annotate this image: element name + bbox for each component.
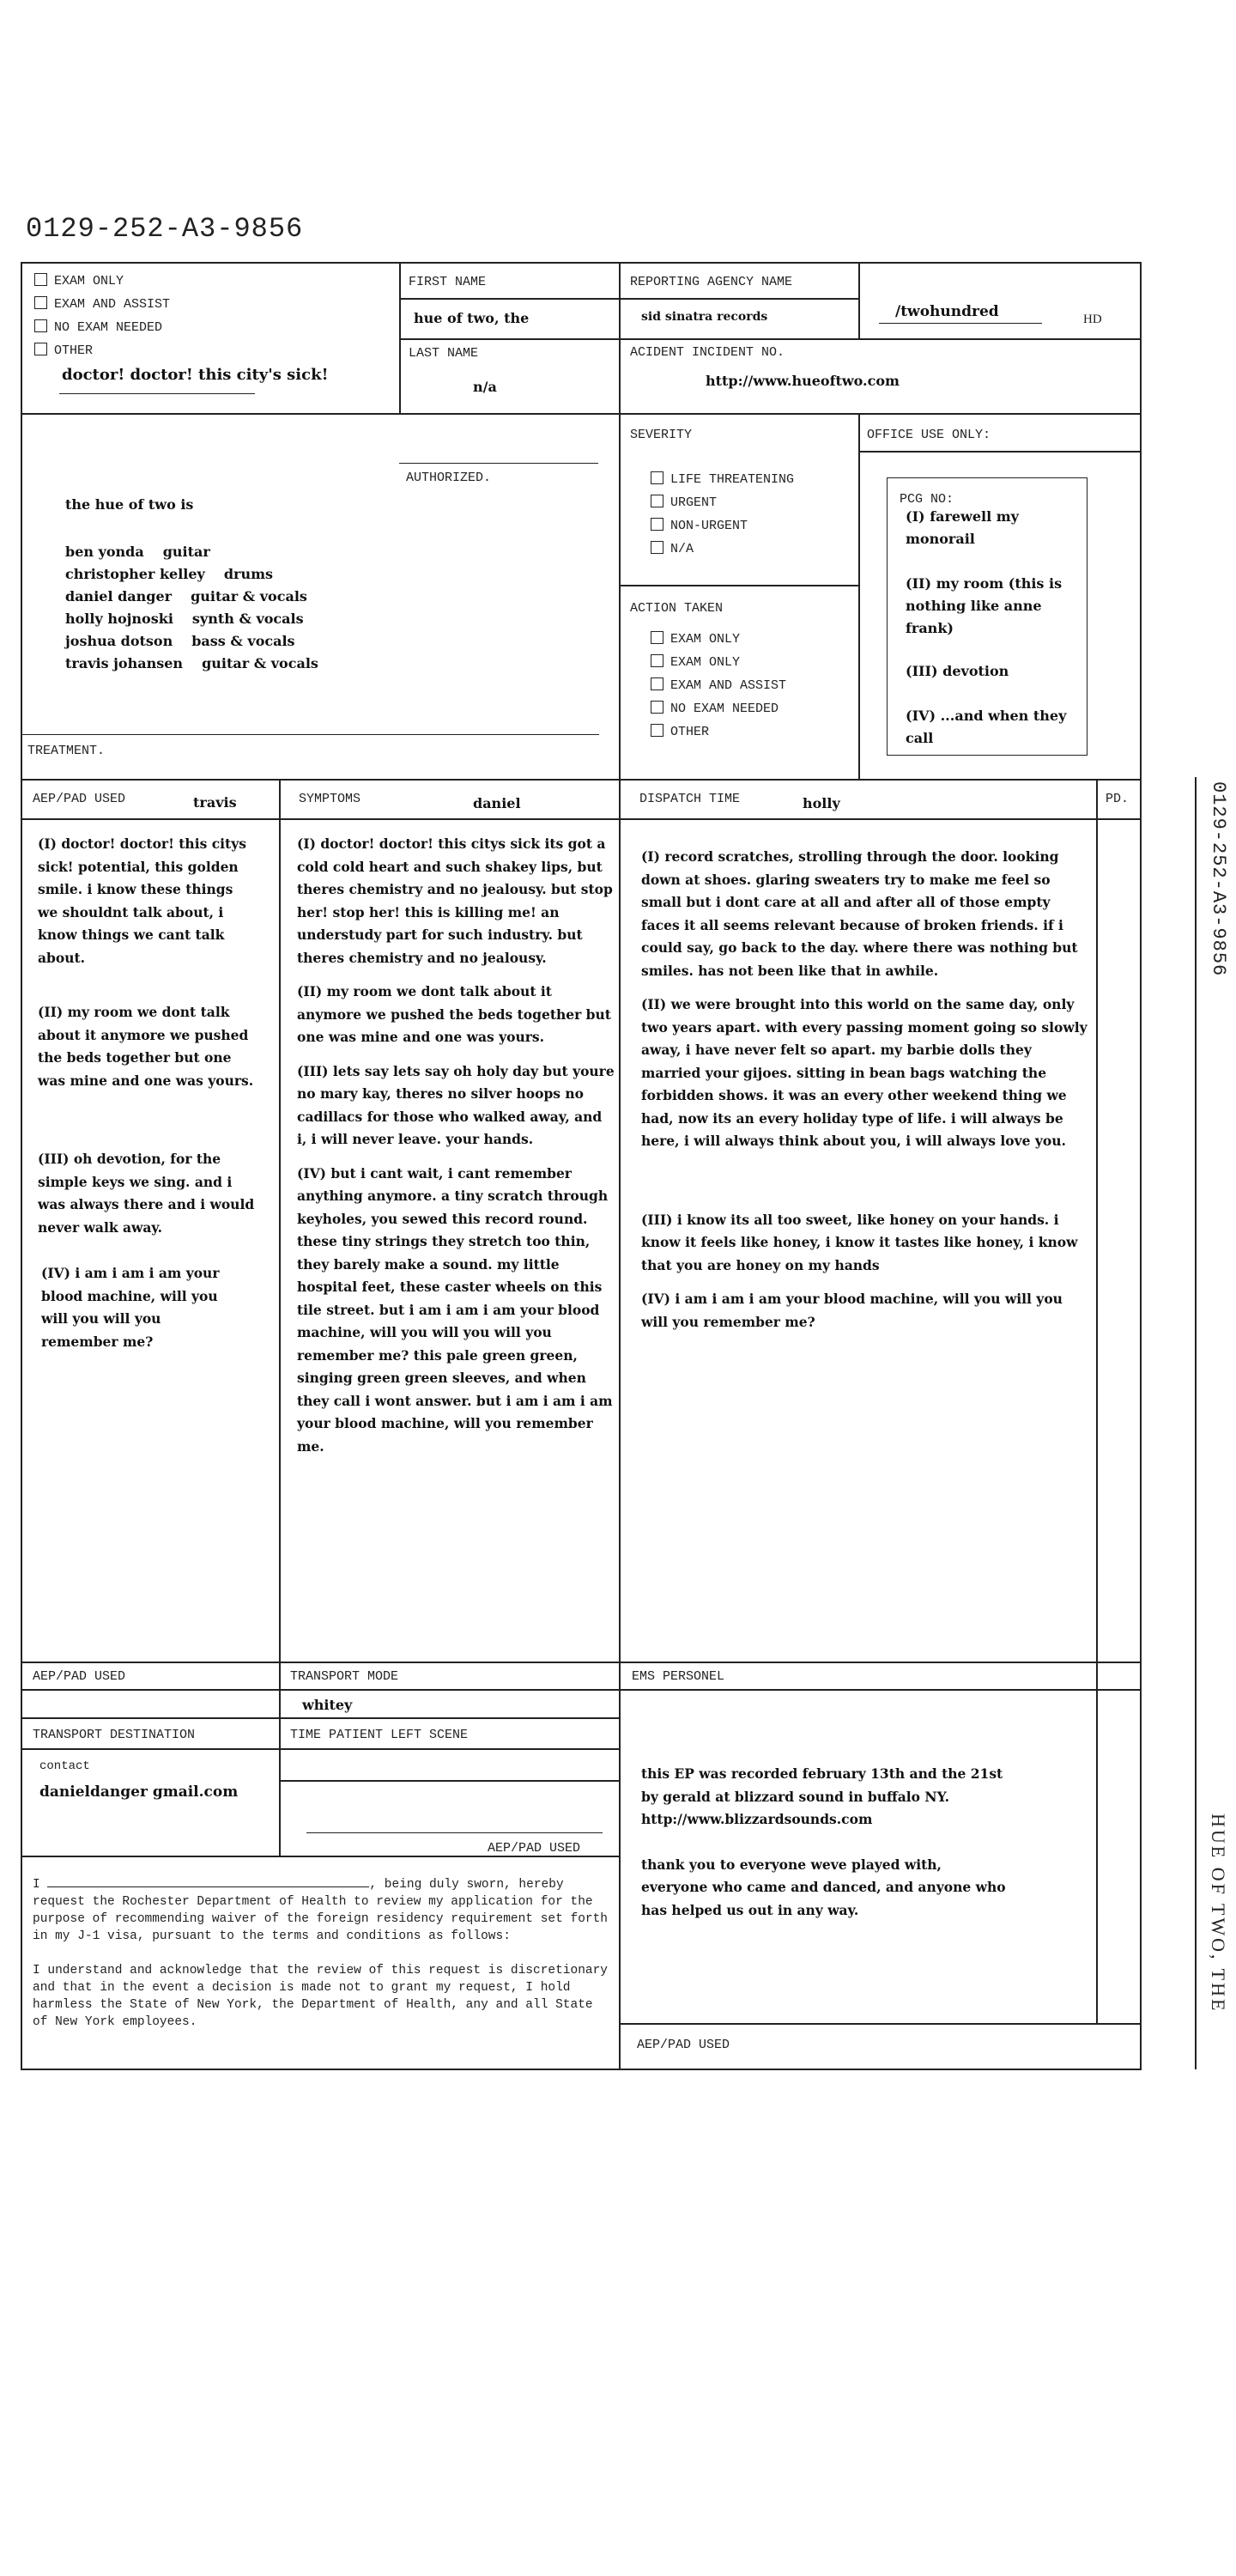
severity-option-label: LIFE THREATENING bbox=[670, 472, 795, 487]
member-role: guitar & vocals bbox=[191, 588, 307, 605]
legal-text bbox=[33, 1874, 608, 2031]
checkbox-other[interactable]: OTHER bbox=[34, 343, 93, 358]
severity-option[interactable] bbox=[651, 491, 794, 514]
aep-verse-2: (II) my room we dont talk about it anymore we pushed the beds together but one was mine and one was yours. bbox=[38, 1004, 254, 1089]
credits-thanks: thank you to everyone weve played with, everyone who came and danced, and anyone who has helped us out in any way. bbox=[641, 1856, 1006, 1918]
action-label: ACTION TAKEN bbox=[630, 601, 724, 616]
action-option[interactable] bbox=[651, 651, 786, 674]
track-list bbox=[906, 506, 1077, 750]
form-id: 0129-252-A3-9856 bbox=[26, 213, 304, 245]
time-left-label: TIME PATIENT LEFT SCENE bbox=[290, 1728, 469, 1742]
checkbox-box[interactable] bbox=[34, 296, 47, 309]
dispatch-label: DISPATCH TIME bbox=[639, 792, 741, 806]
member-role: synth & vocals bbox=[191, 611, 304, 627]
aep-verse-3: (III) oh devotion, for the simple keys we sing. and i was always there and i would never walk away. bbox=[38, 1151, 255, 1236]
dispatch-verse-4: (IV) i am i am i am your blood machine, will you will you will you remember me? bbox=[641, 1291, 1063, 1330]
aep-label: AEP/PAD USED bbox=[33, 792, 126, 806]
authorized-label: AUTHORIZED. bbox=[406, 471, 492, 485]
member-name: travis johansen bbox=[65, 655, 184, 671]
severity-label: SEVERITY bbox=[630, 428, 693, 442]
symptoms-text bbox=[297, 833, 615, 1469]
signature-line[interactable] bbox=[47, 1874, 369, 1887]
hd-suffix: HD bbox=[1083, 313, 1102, 326]
symptoms-verse-3: (III) lets say lets say oh holy day but youre no mary kay, theres no silver hoops no cadillacs for those who walked away, and i, i will never leave. your hands. bbox=[297, 1062, 615, 1147]
last-name-value: n/a bbox=[473, 379, 497, 395]
action-options bbox=[651, 628, 786, 744]
severity-option[interactable] bbox=[651, 514, 794, 538]
symptoms-verse-4: (IV) but i cant wait, i cant remember anything anymore. a tiny scratch through keyholes, you sewed this record round. these tiny strings they stretch too thin, they barely make a sound. my little hospital feet, these caster wheels on this tile street. but i am i am i am your blood machine, will you will you will you remember me? this pale green green, singing green green sleeves, and when they call i wont answer. but i am i am i am your blood machine, will you remember me. bbox=[297, 1164, 613, 1455]
aep-value: travis bbox=[193, 794, 237, 811]
office-label: OFFICE USE ONLY: bbox=[867, 428, 991, 442]
member-row bbox=[65, 608, 318, 630]
checkbox-box[interactable] bbox=[651, 677, 663, 690]
agency-value: sid sinatra records bbox=[641, 310, 768, 324]
member-role: guitar & vocals bbox=[202, 655, 318, 671]
severity-option-label: N/A bbox=[670, 542, 694, 556]
symptoms-verse-2: (II) my room we dont talk about it anymore we pushed the beds together but one was mine and one was yours. bbox=[297, 983, 611, 1045]
dispatch-value: holly bbox=[803, 795, 840, 811]
aep-text bbox=[38, 833, 257, 1364]
action-option[interactable] bbox=[651, 674, 786, 697]
agency-label: REPORTING AGENCY NAME bbox=[630, 275, 793, 289]
member-role: drums bbox=[223, 566, 274, 582]
checkbox-box[interactable] bbox=[651, 495, 663, 507]
incident-value[interactable]: http://www.hueoftwo.com bbox=[706, 373, 900, 389]
band-intro: the hue of two is bbox=[65, 496, 194, 513]
symptoms-label: SYMPTOMS bbox=[299, 792, 361, 806]
checkbox-box[interactable] bbox=[651, 654, 663, 667]
track-1: (I) farewell my monorail bbox=[906, 508, 1019, 547]
checkbox-box[interactable] bbox=[651, 541, 663, 554]
member-row bbox=[65, 630, 318, 653]
checkbox-box[interactable] bbox=[651, 471, 663, 484]
track-3: (III) devotion bbox=[906, 663, 1009, 679]
contact-value[interactable]: danieldanger gmail.com bbox=[39, 1783, 239, 1801]
action-option[interactable] bbox=[651, 697, 786, 720]
severity-options bbox=[651, 468, 794, 561]
ems-label: EMS PERSONEL bbox=[632, 1669, 725, 1684]
member-list bbox=[65, 541, 318, 675]
checkbox-box[interactable] bbox=[34, 343, 47, 355]
credits-recording: this EP was recorded february 13th and the 21st by gerald at blizzard sound in buffalo NY. http://www.blizzardsounds.com bbox=[641, 1765, 1003, 1827]
last-name-label: LAST NAME bbox=[409, 346, 479, 361]
checkbox-box[interactable] bbox=[651, 701, 663, 714]
member-row bbox=[65, 563, 318, 586]
member-name: joshua dotson bbox=[65, 633, 173, 649]
action-option[interactable] bbox=[651, 720, 786, 744]
symptoms-verse-1: (I) doctor! doctor! this citys sick its got a cold cold heart and such shakey lips, but theres chemistry and no jealousy. but stop her! stop her! this is killing me! an understudy part for such industry. but theres chemistry and no jealousy. bbox=[297, 835, 613, 966]
aep-footer-label: AEP/PAD USED bbox=[637, 2038, 730, 2052]
hd-value: /twohundred bbox=[895, 303, 999, 320]
transport-mode-value: whitey bbox=[302, 1697, 353, 1713]
track-2: (II) my room (this is nothing like anne frank) bbox=[906, 575, 1063, 636]
contact-label: contact bbox=[39, 1759, 90, 1773]
dispatch-verse-1: (I) record scratches, strolling through the door. looking down at shoes. glaring sweaters try to make me feel so small but i dont care at all and after all of those empty faces it all seems relevant because of broken friends. if i could say, go back to the day. where there was nothing but smiles. has not been like that in awhile. bbox=[641, 848, 1078, 979]
incident-label: ACIDENT INCIDENT NO. bbox=[630, 345, 785, 360]
action-option-label: EXAM ONLY bbox=[670, 632, 741, 647]
member-row bbox=[65, 586, 318, 608]
checkbox-exam-only[interactable]: EXAM ONLY bbox=[34, 273, 124, 289]
checkbox-box[interactable] bbox=[651, 724, 663, 737]
track-4: (IV) ...and when they call bbox=[906, 708, 1067, 746]
action-option-label: EXAM AND ASSIST bbox=[670, 678, 787, 693]
member-name: christopher kelley bbox=[65, 566, 205, 582]
dispatch-text bbox=[641, 846, 1088, 1345]
other-value: doctor! doctor! this city's sick! bbox=[62, 366, 329, 384]
spine-title: HUE OF TWO, THE bbox=[1208, 1814, 1229, 2014]
dispatch-verse-3: (III) i know its all too sweet, like honey on your hands. i know it feels like honey, i know it tastes like honey, i know that you are honey on my hands bbox=[641, 1211, 1078, 1273]
aep-verse-1: (I) doctor! doctor! this citys sick! potential, this golden smile. i know these things we shouldnt talk about, i know things we cant talk about. bbox=[38, 835, 246, 966]
legal-paragraph-1: I , being duly sworn, hereby request the Rochester Department of Health to review my application for the purpose of recommending waiver of the foreign residency requirement set forth in my J-1 visa, pursuant to the terms and conditions as follows: bbox=[33, 1874, 608, 1945]
member-role: bass & vocals bbox=[191, 633, 295, 649]
action-option-label: OTHER bbox=[670, 725, 710, 739]
severity-option-label: NON-URGENT bbox=[670, 519, 748, 533]
transport-destination-label: TRANSPORT DESTINATION bbox=[33, 1728, 196, 1742]
member-name: holly hojnoski bbox=[65, 611, 173, 627]
action-option[interactable] bbox=[651, 628, 786, 651]
member-role: guitar bbox=[162, 544, 210, 560]
checkbox-box[interactable] bbox=[651, 518, 663, 531]
severity-option[interactable] bbox=[651, 468, 794, 491]
dispatch-verse-2: (II) we were brought into this world on the same day, only two years apart. with every passing moment going so slowly away, i have never felt so apart. my barbie dolls they married your gijoes. sitting in bean bags watching the forbidden shows. it was an every other weekend thing we had, now its an every holiday type of life. i will always be here, i will always think about you, i will always love you. bbox=[641, 996, 1088, 1149]
treatment-label: TREATMENT. bbox=[27, 744, 106, 758]
member-row bbox=[65, 541, 318, 563]
legal-paragraph-2: I understand and acknowledge that the review of this request is discretionary and that in the event a decision is made not to grant my request, I hold harmless the State of New York, the Department of Health, any and all State of New York employees. bbox=[33, 1964, 609, 2029]
checkbox-exam-and-assist[interactable]: EXAM AND ASSIST bbox=[34, 296, 170, 312]
action-option-label: NO EXAM NEEDED bbox=[670, 702, 779, 716]
first-name-label: FIRST NAME bbox=[409, 275, 487, 289]
member-name: daniel danger bbox=[65, 588, 173, 605]
checkbox-box[interactable] bbox=[651, 631, 663, 644]
pcg-label: PCG NO: bbox=[900, 492, 954, 507]
member-row bbox=[65, 653, 318, 675]
checkbox-box[interactable] bbox=[34, 273, 47, 286]
first-name-value: hue of two, the bbox=[414, 310, 530, 326]
aep-verse-4: (IV) i am i am i am your blood machine, will you will you will you remember me? bbox=[41, 1265, 220, 1350]
spine-id: 0129-252-A3-9856 bbox=[1208, 781, 1229, 977]
symptoms-value: daniel bbox=[473, 795, 521, 811]
credits bbox=[641, 1763, 1019, 1933]
checkbox-box[interactable] bbox=[34, 319, 47, 332]
checkbox-no-exam-needed[interactable]: NO EXAM NEEDED bbox=[34, 319, 162, 335]
severity-option-label: URGENT bbox=[670, 495, 718, 510]
bottom-aep-label: AEP/PAD USED bbox=[33, 1669, 126, 1684]
aep-sign-label: AEP/PAD USED bbox=[488, 1841, 581, 1856]
member-name: ben yonda bbox=[65, 544, 144, 560]
transport-mode-label: TRANSPORT MODE bbox=[290, 1669, 399, 1684]
pd-label: PD. bbox=[1106, 792, 1130, 806]
severity-option[interactable] bbox=[651, 538, 794, 561]
action-option-label: EXAM ONLY bbox=[670, 655, 741, 670]
